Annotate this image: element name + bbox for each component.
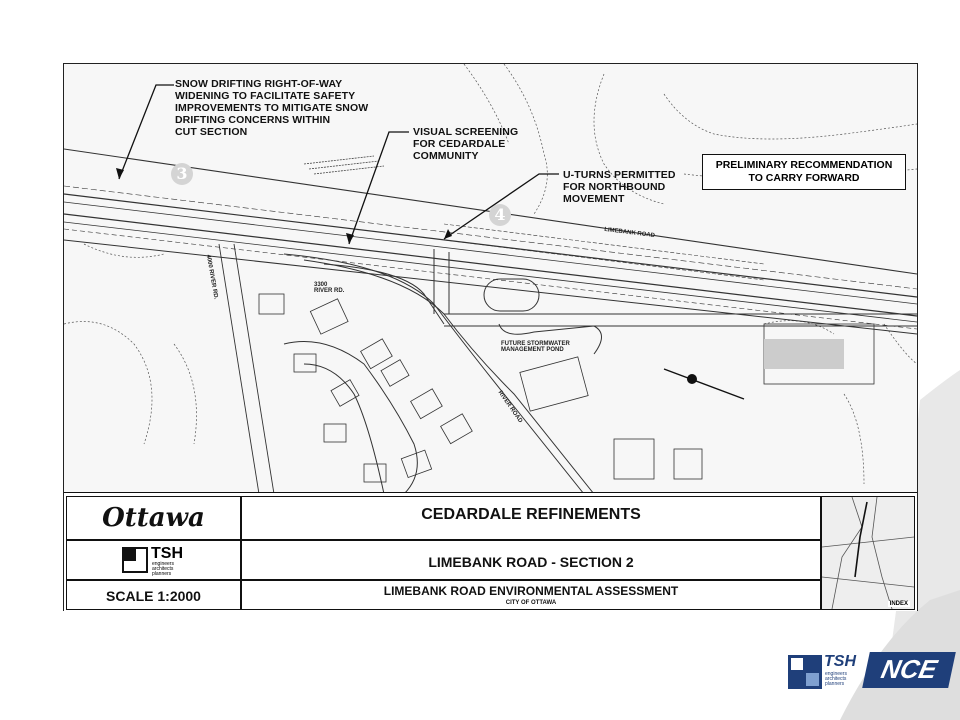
tsh-logo-sub: engineers architects planners (152, 561, 174, 577)
index-map-cell (821, 496, 915, 610)
footer-nce-text: NCE (878, 654, 940, 684)
subtitle-cell (241, 540, 821, 580)
drawing-title: CEDARDALE REFINEMENTS (421, 506, 641, 523)
project-cell (241, 580, 821, 610)
footer-tsh-text: TSH (824, 653, 856, 670)
limebank-road-label: LIMEBANK ROAD (603, 226, 656, 240)
tsh-logo-cell (66, 540, 241, 580)
drawing-subtitle: LIMEBANK ROAD - SECTION 2 (428, 554, 634, 570)
footer-tsh-logo (788, 655, 854, 691)
title-cell (241, 496, 821, 540)
river-rd-4000-label: 4000 RIVER RD. (204, 254, 219, 300)
project-name: LIMEBANK ROAD ENVIRONMENTAL ASSESSMENT (383, 584, 679, 598)
u-turns-callout: U-TURNS PERMITTED FOR NORTHBOUND MOVEMENT (563, 169, 676, 205)
scale-cell (66, 580, 241, 610)
recommendation-box: PRELIMINARY RECOMMENDATION TO CARRY FORWARD (702, 154, 906, 190)
index-map (822, 497, 914, 609)
city-logo: Ottawa (102, 503, 205, 533)
marker-3: 3 (171, 163, 193, 185)
marker-4: 4 (489, 204, 511, 226)
snow-drifting-callout: SNOW DRIFTING RIGHT-OF-WAY WIDENING TO FACILITATE SAFETY IMPROVEMENTS TO MITIGATE SNOW DRIFTING CONCERNS WITHIN CUT SECTION (175, 78, 369, 138)
footer-nce-logo (862, 652, 956, 688)
tsh-logo-mark (122, 547, 148, 573)
footer-tsh-mark (788, 655, 822, 689)
title-block (64, 492, 917, 611)
footer-tsh-sub: engineers architects planners (825, 671, 847, 687)
visual-screening-callout: VISUAL SCREENING FOR CEDARDALE COMMUNITY (413, 126, 519, 162)
index-label: INDEX (889, 601, 908, 607)
river-rd-3300-label: 3300 RIVER RD. (314, 282, 345, 294)
tsh-logo-text: TSH (151, 545, 183, 562)
river-road-label: RIVER ROAD (496, 389, 524, 425)
client-name: CITY OF OTTAWA (505, 600, 557, 606)
scale-text: SCALE 1:2000 (106, 588, 201, 604)
pond-label: FUTURE STORMWATER MANAGEMENT POND (501, 341, 570, 353)
city-logo-cell (66, 496, 241, 540)
drawing-sheet (63, 63, 918, 611)
